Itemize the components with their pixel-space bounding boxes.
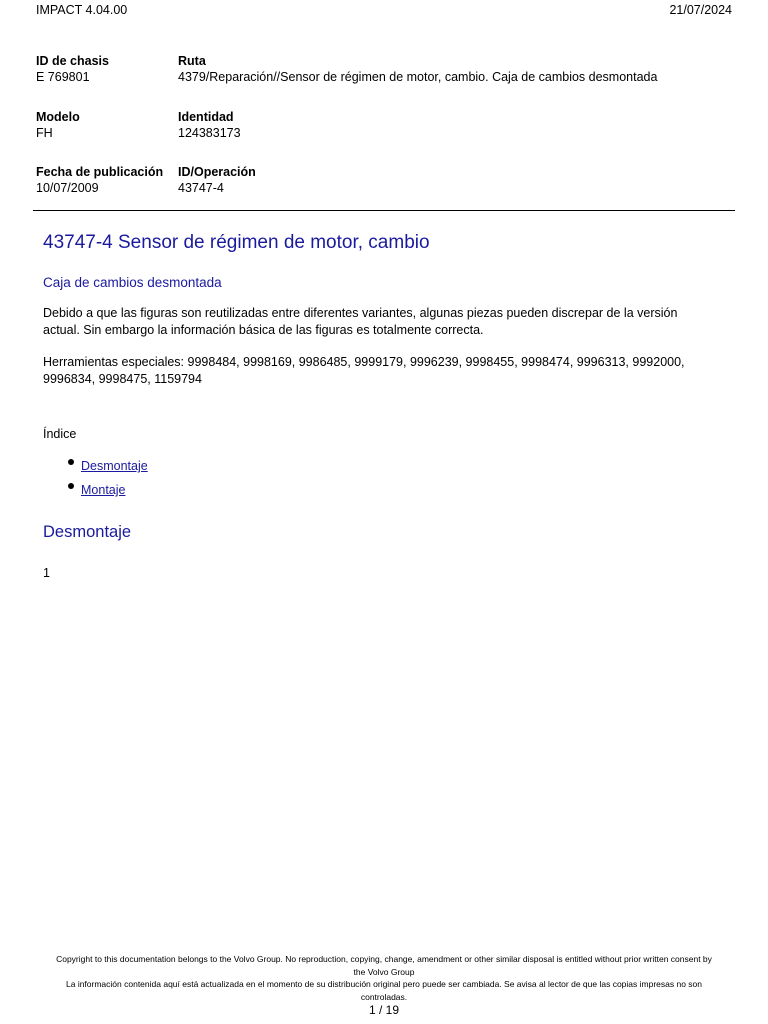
disclaimer-line-2: controladas. (360, 992, 408, 1002)
index-item-desmontaje (68, 459, 148, 473)
model-field (36, 109, 80, 141)
index-label: Índice (43, 427, 77, 441)
operation-value: 43747-4 (178, 181, 224, 195)
special-tools-line-2: 9996834, 9998475, 1159794 (43, 372, 202, 386)
pub-date-label: Fecha de publicación (36, 165, 164, 179)
page-header (36, 3, 732, 19)
copyright-line-1: Copyright to this documentation belongs to the Volvo Group. No reproduction, copying, change, amendment or other similar disposal is entitled without prior written consent by (56, 954, 712, 964)
model-label: Modelo (36, 110, 80, 124)
chassis-value: E 769801 (36, 70, 90, 84)
index-item-montaje (68, 483, 125, 497)
identity-label: Identidad (178, 110, 234, 124)
figure-note (43, 305, 723, 339)
route-value: 4379/Reparación//Sensor de régimen de motor, cambio. Caja de cambios desmontada (178, 70, 658, 84)
header-divider (33, 210, 735, 211)
operation-label: ID/Operación (178, 165, 256, 179)
route-label: Ruta (178, 54, 206, 68)
pub-date-value: 10/07/2009 (36, 181, 99, 195)
chassis-label: ID de chasis (36, 54, 109, 68)
figure-note-line-2: actual. Sin embargo la información básica de las figuras es totalmente correcta. (43, 323, 484, 337)
section-title-desmontaje: Desmontaje (43, 523, 132, 541)
app-version: IMPACT 4.04.00 (36, 3, 128, 17)
identity-value: 124383173 (178, 126, 241, 140)
step-number: 1 (43, 566, 50, 580)
print-date: 21/07/2024 (669, 3, 732, 17)
page-number: 1 / 19 (368, 1003, 400, 1017)
special-tools-line-1: Herramientas especiales: 9998484, 9998169, 9986485, 9999179, 9996239, 9998455, 9998474, 9996313, 9992000, (43, 355, 685, 369)
bullet-icon (68, 459, 74, 465)
copyright-notice (20, 953, 748, 979)
model-value: FH (36, 126, 53, 140)
page-subtitle: Caja de cambios desmontada (43, 275, 222, 290)
identity-field (178, 109, 241, 141)
page-title: 43747-4 Sensor de régimen de motor, cambio (43, 232, 430, 253)
copyright-line-2: the Volvo Group (353, 967, 415, 977)
route-field (178, 53, 657, 85)
special-tools (43, 354, 723, 388)
chassis-field (36, 53, 109, 85)
disclaimer-notice (20, 978, 748, 1004)
disclaimer-line-1: La información contenida aquí está actualizada en el momento de su distribución original pero puede ser cambiada. Se avisa al lector de que las copias impresas no son (66, 979, 702, 989)
operation-field (178, 164, 256, 196)
bullet-icon (68, 483, 74, 489)
index-link-desmontaje[interactable]: Desmontaje (81, 459, 148, 473)
pub-date-field (36, 164, 163, 196)
figure-note-line-1: Debido a que las figuras son reutilizadas entre diferentes variantes, algunas piezas pueden discrepar de la versión (43, 306, 678, 320)
index-link-montaje[interactable]: Montaje (81, 483, 126, 497)
